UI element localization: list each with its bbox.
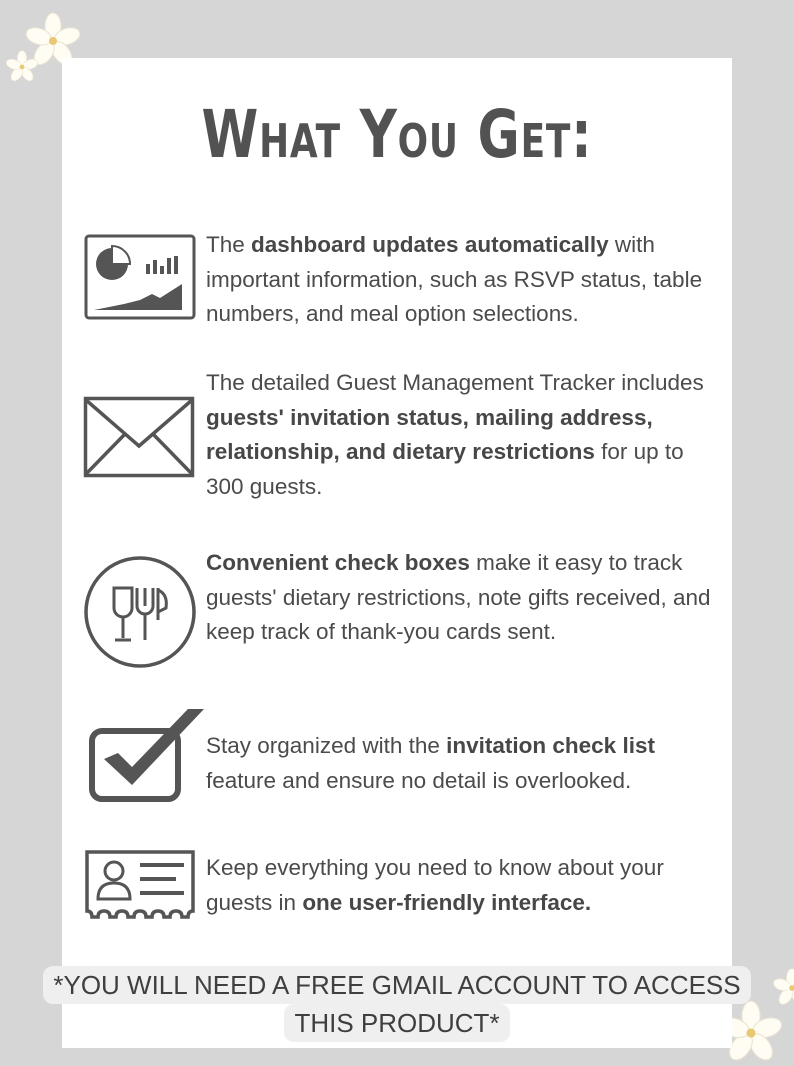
gmail-notice (0, 966, 794, 1042)
feature-text: Convenient check boxes make it easy to track guests' dietary restrictions, note gifts received, and keep track of thank-you cards sent. (206, 550, 711, 644)
feature-text: Stay organized with the invitation check list feature and ensure no detail is overlooked. (206, 733, 655, 793)
feature-text: The detailed Guest Management Tracker includes guests' invitation status, mailing address, relationship, and dietary restrictions for up to 300 guests. (206, 370, 704, 499)
envelope-icon (83, 396, 195, 478)
profile-card-icon (84, 849, 196, 921)
flower-icon (5, 50, 39, 84)
feature-text: The dashboard updates automatically with important information, such as RSVP status, table numbers, and meal option selections. (206, 232, 703, 326)
feature-text: Keep everything you need to know about your guests in one user-friendly interface. (206, 855, 664, 915)
notice-line-1: *YOU WILL NEED A FREE GMAIL ACCOUNT TO ACCESS (43, 966, 750, 1004)
dashboard-icon (84, 234, 196, 320)
checkbox-icon (88, 705, 208, 805)
dining-icon (82, 554, 198, 670)
page-title: What You Get: (201, 96, 593, 173)
notice-line-2: THIS PRODUCT* (284, 1004, 509, 1042)
